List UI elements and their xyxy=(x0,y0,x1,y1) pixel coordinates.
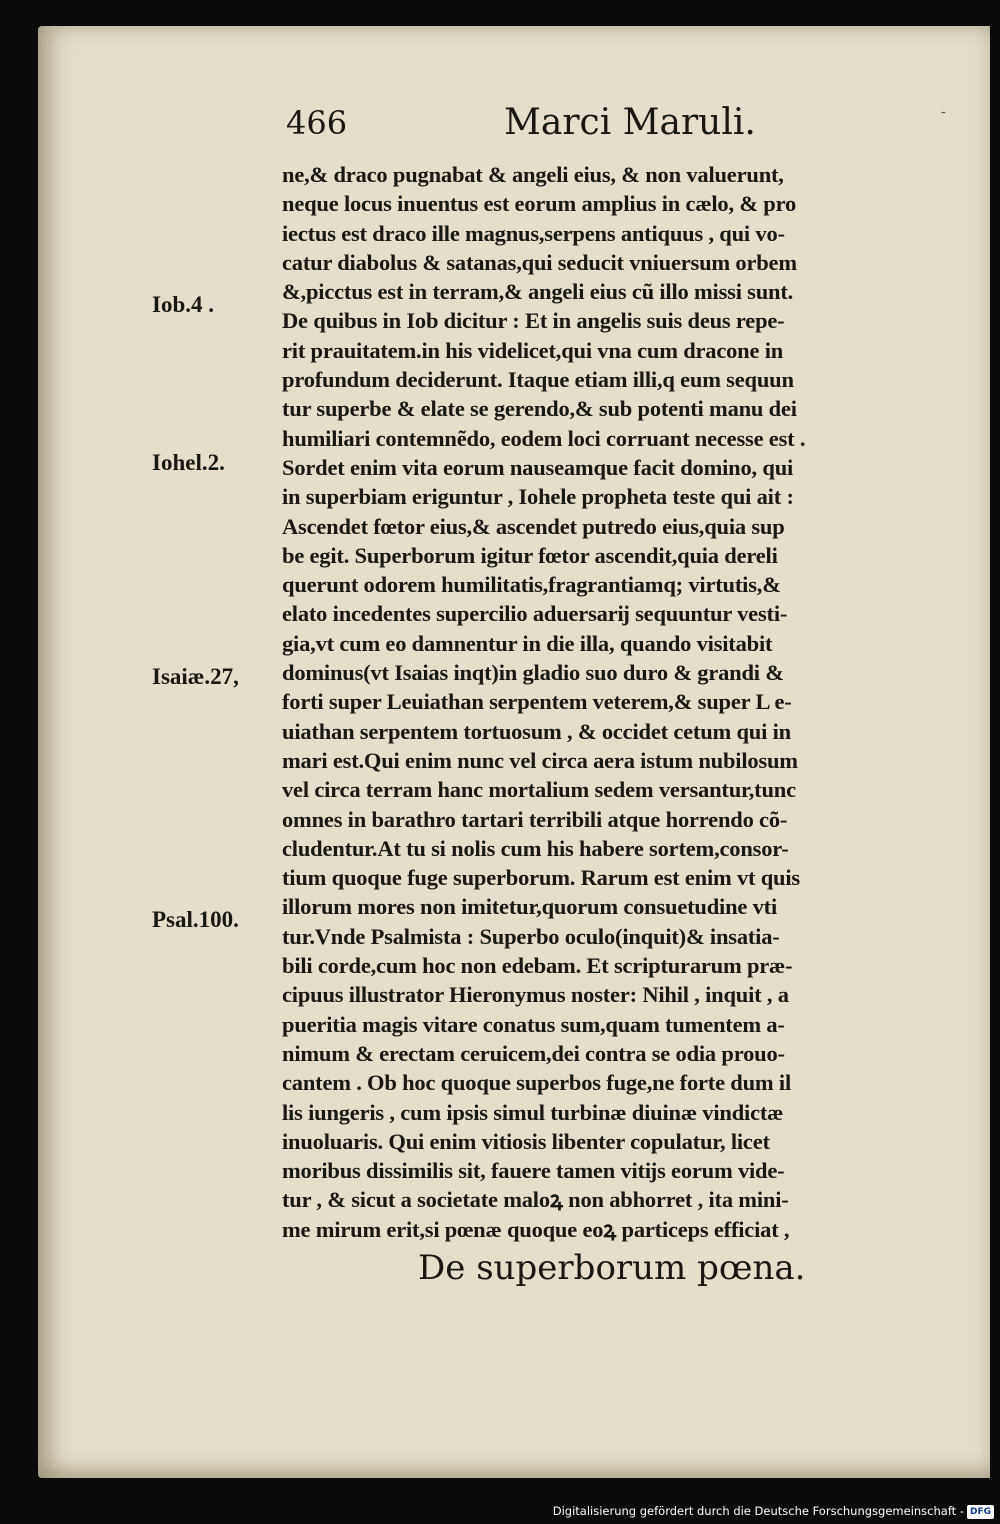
section-heading: De superborum pœna. xyxy=(418,1248,806,1288)
dfg-logo xyxy=(967,1505,994,1519)
text-line: rit prauitatem.in his videlicet,qui vna cum dracone in xyxy=(282,337,784,363)
margin-note: Iob.4 . xyxy=(152,292,214,317)
text-line: neque locus inuentus est eorum amplius in cælo, & pro xyxy=(282,191,797,217)
body-text xyxy=(282,160,932,1244)
page-header xyxy=(286,102,946,154)
text-line: nimum & erectam ceruicem,dei contra se odia prouo- xyxy=(282,1040,785,1066)
text-line: dominus(vt Isaias inqt)in gladio suo duro & grandi & xyxy=(282,660,784,686)
text-line: me mirum erit,si pœnæ quoque eoꝝ particeps efficiat , xyxy=(282,1216,790,1242)
margin-note: Iohel.2. xyxy=(152,450,225,475)
text-line: vel circa terram hanc mortalium sedem versantur,tunc xyxy=(282,777,796,803)
text-line: tium quoque fuge superborum. Rarum est enim vt quis xyxy=(282,865,800,891)
text-line: omnes in barathro tartari terribili atque horrendo cõ- xyxy=(282,806,788,832)
text-line: tur superbe & elate se gerendo,& sub potenti manu dei xyxy=(282,396,797,422)
dfg-logo-text: DFG xyxy=(969,1507,991,1517)
text-line: inuoluaris. Qui enim vitiosis libenter copulatur, licet xyxy=(282,1128,770,1154)
header-mark: - xyxy=(941,104,946,120)
text-line: humiliari contemnẽdo, eodem loci corruant necesse est . xyxy=(282,425,806,451)
text-line: Sordet enim vita eorum nauseamque facit domino, qui xyxy=(282,454,794,480)
text-line: uiathan serpentem tortuosum , & occidet cetum qui in xyxy=(282,718,791,744)
text-line: elato incedentes supercilio aduersarĳ sequuntur vesti- xyxy=(282,601,788,627)
text-line: tur , & sicut a societate maloꝝ non abhorret , ita mini- xyxy=(282,1187,789,1213)
text-line: lis iungeris , cum ipsis simul turbinæ diuinæ vindictæ xyxy=(282,1099,784,1125)
text-line: in superbiam eriguntur , Iohele propheta teste qui ait : xyxy=(282,484,794,510)
text-line: catur diabolus & satanas,qui seducit vniuersum orbem xyxy=(282,249,797,275)
text-line: &,picctus est in terram,& angeli eius cũ illo missi sunt. xyxy=(282,279,794,305)
text-line: iectus est draco ille magnus,serpens antiquus , qui vo- xyxy=(282,220,785,246)
text-line: ne,& draco pugnabat & angeli eius, & non valuerunt, xyxy=(282,162,784,187)
text-line: gia,vt cum eo damnentur in die illa, quando visitabit xyxy=(282,630,773,656)
text-line: querunt odorem humilitatis,fragrantiamq; virtutis,& xyxy=(282,572,781,598)
text-line: illorum mores non imitetur,quorum consuetudine vti xyxy=(282,894,778,920)
text-line: tur.Vnde Psalmista : Superbo oculo(inquit)& insatia- xyxy=(282,923,780,949)
text-line: moribus dissimilis sit, fauere tamen vitĳs eorum vide- xyxy=(282,1158,785,1184)
text-line: be egit. Superborum igitur fœtor ascendit,quia dereli xyxy=(282,542,778,568)
running-title: Marci Maruli. xyxy=(504,102,756,143)
text-line: cludentur.At tu si nolis cum his habere sortem,consor- xyxy=(282,835,789,861)
text-line: forti super Leuiathan serpentem veterem,& super L e- xyxy=(282,689,792,715)
text-line: bili corde,cum hoc non edebam. Et scripturarum præ- xyxy=(282,953,793,979)
text-line: cipuus illustrator Hieronymus noster: Nihil , inquit , a xyxy=(282,982,789,1008)
text-line: De quibus in Iob dicitur : Et in angelis suis deus repe- xyxy=(282,308,785,334)
margin-note: Psal.100. xyxy=(152,907,239,932)
text-line: profundum deciderunt. Itaque etiam illi,q eum sequun xyxy=(282,367,794,393)
text-line: cantem . Ob hoc quoque superbos fuge,ne forte dum il xyxy=(282,1070,792,1096)
digitization-credit: Digitalisierung gefördert durch die Deutsche Forschungsgemeinschaft - xyxy=(552,1504,964,1518)
page-number: 466 xyxy=(286,104,348,142)
text-line: pueritia magis vitare conatus sum,quam tumentem a- xyxy=(282,1011,785,1037)
margin-note: Isaiæ.27, xyxy=(152,664,239,689)
text-line: mari est.Qui enim nunc vel circa aera istum nubilosum xyxy=(282,747,798,773)
text-line: Ascendet fœtor eius,& ascendet putredo eius,quia sup xyxy=(282,513,785,539)
